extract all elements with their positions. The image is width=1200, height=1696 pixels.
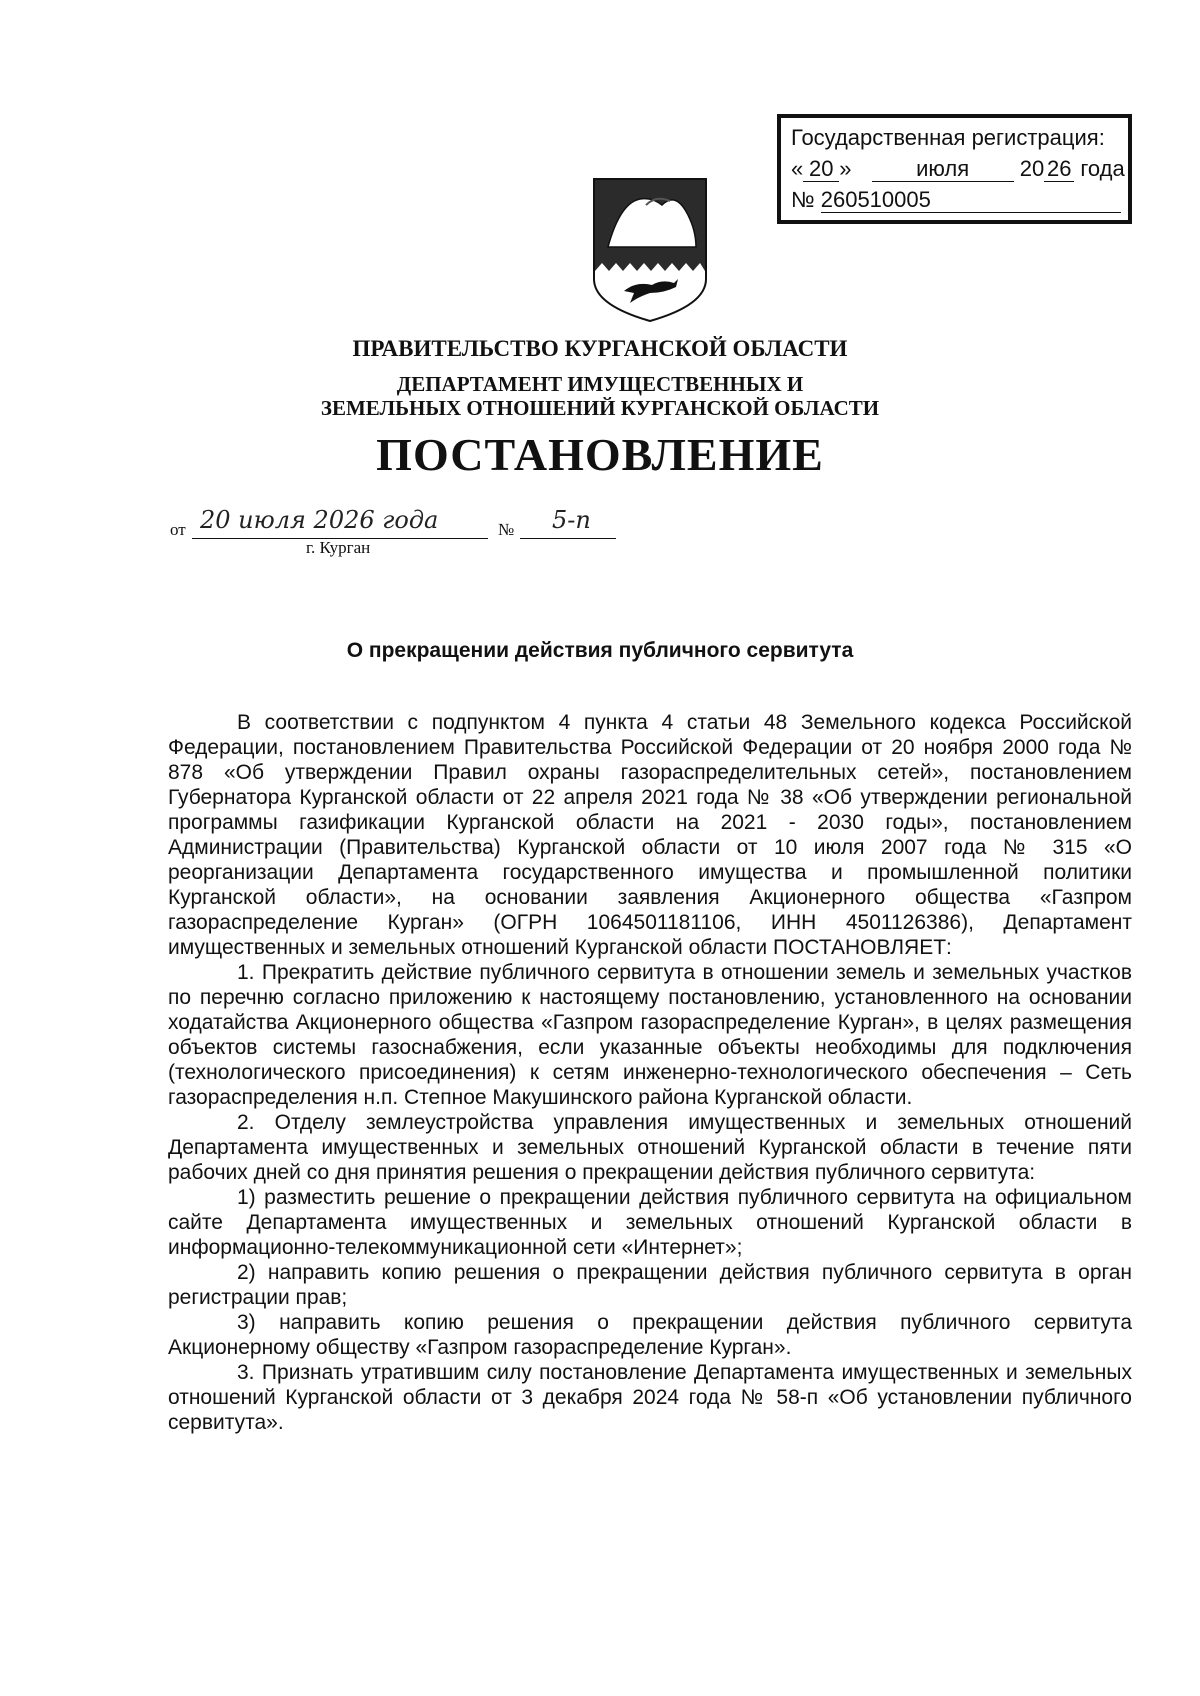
registration-year-suffix: 26 bbox=[1044, 157, 1074, 182]
department-name-line2: ЗЕМЕЛЬНЫХ ОТНОШЕНИЙ КУРГАНСКОЙ ОБЛАСТИ bbox=[320, 396, 880, 420]
registration-label: Государственная регистрация: bbox=[791, 125, 1105, 150]
department-name-line1: ДЕПАРТАМЕНТ ИМУЩЕСТВЕННЫХ И bbox=[396, 372, 804, 396]
handwritten-number: 5-п bbox=[552, 506, 591, 534]
document-subject: О прекращении действия публичного сервитута bbox=[346, 639, 854, 662]
registration-day: 20 bbox=[803, 157, 839, 182]
registration-year-prefix: 20 bbox=[1019, 156, 1045, 181]
registration-number-prefix: № bbox=[791, 187, 815, 212]
registration-year-word: года bbox=[1080, 156, 1125, 181]
document-body bbox=[168, 710, 1132, 1435]
handwritten-date: 20 июля 2026 года bbox=[200, 506, 439, 534]
city-name: г. Курган bbox=[306, 538, 371, 557]
registration-number-row bbox=[791, 184, 1128, 215]
number-underline bbox=[520, 538, 616, 539]
clause-2-item-1: 1) разместить решение о прекращении действия публичного сервитута на официальном сайте Департамента имущественных и земельных отношений Курганской области в информационно-телекоммуникационной сети «Интернет»; bbox=[168, 1186, 1132, 1259]
registration-number: 260510005 bbox=[821, 188, 1121, 213]
clause-2-paragraph: 2. Отделу землеустройства управления имущественных и земельных отношений Департамента имущественных и земельных отношений Курганской области в течение пяти рабочих дней со дня принятия решения о прекращении действия публичного сервитута: bbox=[168, 1111, 1132, 1184]
clause-2-item-2: 2) направить копию решения о прекращении действия публичного сервитута в орган регистрации прав; bbox=[168, 1261, 1132, 1309]
preamble-paragraph: В соответствии с подпунктом 4 пункта 4 статьи 48 Земельного кодекса Российской Федерации, постановлением Правительства Российской Федерации от 20 ноября 2000 года № 878 «Об утверждении Правил охраны газораспределительных сетей», постановлением Губернатора Курганской области от 22 апреля 2021 года № 38 «Об утверждении региональной программы газификации Курганской области на 2021 - 2030 годы», постановлением Администрации (Правительства) Курганской области от 10 июля 2007 года № 315 «О реорганизации Департамента государственного имущества и промышленной политики Курганской области», на основании заявления Акционерного общества «Газпром газораспределение Курган» (ОГРН 1064501181106, ИНН 4501126386), Департамент имущественных и земельных отношений Курганской области ПОСТАНОВЛЯЕТ: bbox=[168, 711, 1132, 959]
registration-stamp bbox=[777, 114, 1132, 224]
coat-of-arms-emblem bbox=[590, 175, 710, 325]
from-label: от bbox=[170, 520, 186, 539]
clause-3-paragraph: 3. Признать утратившим силу постановление Департамента имущественных и земельных отношений Курганской области от 3 декабря 2024 года № 58-п «Об установлении публичного сервитута». bbox=[168, 1361, 1132, 1434]
document-type-title: ПОСТАНОВЛЕНИЕ bbox=[376, 429, 824, 480]
government-name: ПРАВИТЕЛЬСТВО КУРГАНСКОЙ ОБЛАСТИ bbox=[352, 336, 848, 361]
registration-date-row: « 20 » июля 20 26 года bbox=[791, 156, 1125, 181]
number-label: № bbox=[498, 520, 515, 539]
registration-month: июля bbox=[872, 157, 1014, 182]
clause-2-item-3: 3) направить копию решения о прекращении действия публичного сервитута Акционерному обществу «Газпром газораспределение Курган». bbox=[168, 1311, 1132, 1359]
date-number-line bbox=[170, 506, 690, 542]
clause-1-paragraph: 1. Прекратить действие публичного сервитута в отношении земель и земельных участков по перечню согласно приложению к настоящему постановлению, установленного на основании ходатайства Акционерного общества «Газпром газораспределение Курган», в целях размещения объектов системы газоснабжения, если указанные объекты необходимы для подключения (технологического присоединения) к сетям инженерно-технологического обеспечения – Сеть газораспределения н.п. Степное Макушинского района Курганской области. bbox=[168, 961, 1132, 1109]
